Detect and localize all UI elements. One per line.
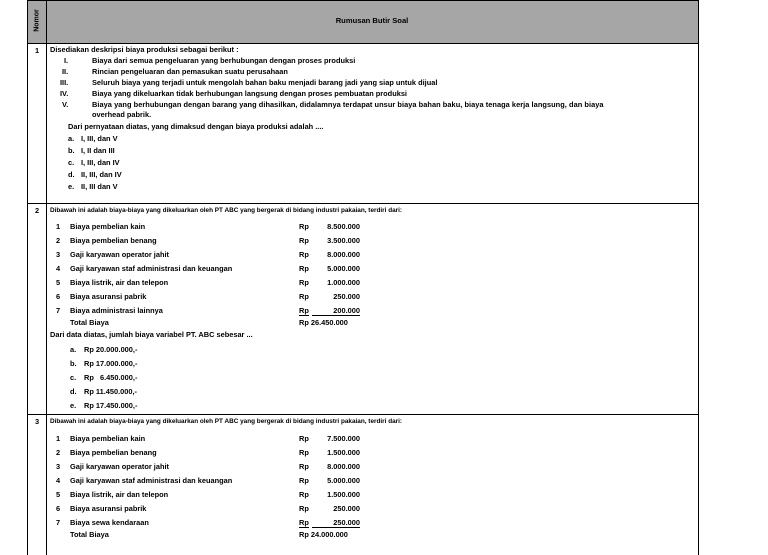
item-number: 2 [56,236,61,245]
item-number: 5 [56,490,61,499]
option-text: I, III, dan V [81,134,118,143]
item-currency: Rp [299,448,309,457]
option-text: I, II dan III [81,146,115,155]
item-number: 5 [56,278,61,287]
list-item-text: Biaya dari semua pengeluaran yang berhubungan dengan proses produksi [92,56,356,65]
question-intro: Dibawah ini adalah biaya-biaya yang dikeluarkan oleh PT ABC yang bergerak di bidang industri pakaian, terdiri dari: [50,418,403,425]
list-item-mark: II. [62,67,69,76]
list-item-text: Rincian pengeluaran dan pemasukan suatu perusahaan [92,67,288,76]
item-name: Gaji karyawan operator jahit [70,462,169,471]
item-currency: Rp [299,504,309,513]
list-item-mark: III. [60,78,69,87]
item-number: 3 [56,462,61,471]
item-number: 3 [56,250,61,259]
question-content [50,204,694,414]
item-currency: Rp [299,490,309,499]
item-name: Biaya listrik, air dan telepon [70,278,169,287]
question-content [50,415,694,555]
item-currency: Rp [299,518,309,527]
item-amount: 8.500.000 [327,222,360,231]
item-currency: Rp [299,222,309,231]
option-text: II, III dan V [81,182,118,191]
option-text: II, III, dan IV [81,170,122,179]
item-amount: 3.500.000 [327,236,360,245]
item-number: 6 [56,292,61,301]
item-name: Biaya listrik, air dan telepon [70,490,169,499]
item-currency: Rp [299,250,309,259]
list-item-mark: IV. [60,89,69,98]
list-item-text: Biaya yang dikeluarkan tidak berhubungan langsung dengan proses pembuatan produksi [92,89,407,98]
option-mark: c. [68,158,75,167]
list-item-text-continued: overhead pabrik. [92,110,152,119]
table-header [27,0,699,44]
list-item-mark: I. [64,56,69,65]
item-amount: 8.000.000 [327,250,360,259]
item-currency: Rp [299,306,309,315]
item-amount: 8.000.000 [327,462,360,471]
item-name: Biaya pembelian benang [70,236,157,245]
question-row-3 [27,415,699,555]
item-number: 7 [56,306,61,315]
question-number: 1 [34,46,40,55]
item-currency: Rp [299,434,309,443]
item-number: 2 [56,448,61,457]
item-currency: Rp [299,278,309,287]
item-number: 7 [56,518,61,527]
option-mark: b. [68,146,75,155]
item-name: Gaji karyawan staf administrasi dan keuangan [70,476,233,485]
item-amount: 250.000 [312,518,360,528]
option-mark: b. [70,359,77,368]
nomor-header-cell [28,1,47,43]
list-item-text: Biaya yang berhubungan dengan barang yang dihasilkan, didalamnya terdapat unsur biaya bahan baku, biaya tenaga kerja langsung, dan biaya [92,100,604,109]
question-number: 3 [34,417,40,426]
option-mark: e. [70,401,77,410]
item-name: Biaya pembelian kain [70,222,146,231]
question-row-1 [27,44,699,204]
option-mark: d. [70,387,77,396]
item-currency: Rp [299,264,309,273]
item-name: Gaji karyawan operator jahit [70,250,169,259]
option-mark: e. [68,182,75,191]
item-amount: 250.000 [333,504,360,513]
option-text: Rp 11.450.000,- [84,387,138,396]
item-name: Gaji karyawan staf administrasi dan keuangan [70,264,233,273]
item-number: 1 [56,222,61,231]
question-text: Dari pernyataan diatas, yang dimaksud dengan biaya produksi adalah .... [68,122,324,131]
question-number: 2 [34,206,40,215]
option-text: Rp 17.000.000,- [84,359,138,368]
item-name: Biaya administrasi lainnya [70,306,163,315]
total-value: Rp 26.450.000 [299,318,348,327]
item-amount: 200.000 [312,306,360,316]
item-currency: Rp [299,292,309,301]
item-currency: Rp [299,236,309,245]
item-amount: 5.000.000 [327,476,360,485]
item-number: 6 [56,504,61,513]
item-number: 4 [56,264,61,273]
number-cell [28,204,47,414]
item-number: 1 [56,434,61,443]
option-mark: c. [70,373,77,382]
item-amount: 5.000.000 [327,264,360,273]
total-value: Rp 24.000.000 [299,530,348,539]
item-number: 4 [56,476,61,485]
option-text: Rp 20.000.000,- [84,345,138,354]
option-text: I, III, dan IV [81,158,120,167]
item-currency: Rp [299,462,309,471]
number-cell [28,44,47,203]
item-currency: Rp [299,476,309,485]
question-intro: Dibawah ini adalah biaya-biaya yang dikeluarkan oleh PT ABC yang bergerak di bidang industri pakaian, terdiri dari: [50,207,403,214]
option-text: Rp 6.450.000,- [84,373,138,382]
number-cell [28,415,47,555]
item-name: Biaya sewa kendaraan [70,518,149,527]
item-name: Biaya asuransi pabrik [70,504,147,513]
question-intro: Disediakan deskripsi biaya produksi sebagai berikut : [50,45,239,54]
item-amount: 250.000 [333,292,360,301]
question-text: Dari data diatas, jumlah biaya variabel PT. ABC sebesar ... [50,330,253,339]
item-amount: 1.000.000 [327,278,360,287]
question-content [50,44,694,203]
item-amount: 1.500.000 [327,490,360,499]
list-item-text: Seluruh biaya yang terjadi untuk mengolah bahan baku menjadi barang jadi yang siap untuk dijual [92,78,438,87]
option-mark: d. [68,170,75,179]
item-amount: 1.500.000 [327,448,360,457]
item-name: Biaya pembelian benang [70,448,157,457]
option-mark: a. [68,134,75,143]
header-title: Rumusan Butir Soal [335,16,409,25]
list-item-mark: V. [62,100,69,109]
question-row-2 [27,204,699,415]
item-amount: 7.500.000 [327,434,360,443]
option-mark: a. [70,345,77,354]
total-label: Total Biaya [70,530,109,539]
document-page [27,0,699,543]
total-label: Total Biaya [70,318,109,327]
item-name: Biaya pembelian kain [70,434,146,443]
option-text: Rp 17.450.000,- [84,401,138,410]
nomor-label: Nomor [33,9,41,32]
item-name: Biaya asuransi pabrik [70,292,147,301]
